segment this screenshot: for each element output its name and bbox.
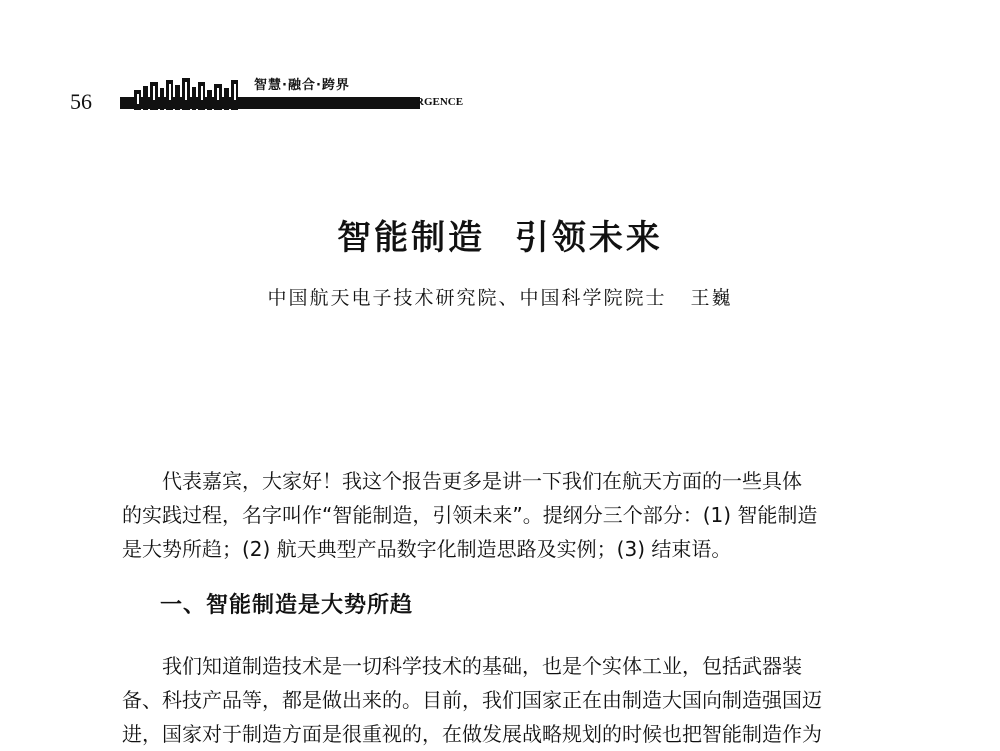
intro-paragraph	[122, 464, 872, 566]
paragraph-line: 进，国家对于制造方面是很重视的，在做发展战略规划的时候也把智能制造作为	[122, 722, 822, 746]
banner-slogan: 智慧·融合·跨界	[254, 78, 350, 93]
books-icon	[134, 76, 244, 110]
paragraph-line: 我们知道制造技术是一切科学技术的基础，也是个实体工业，包括武器装	[162, 654, 802, 678]
section-paragraph	[122, 649, 872, 751]
page-number: 56	[70, 89, 92, 114]
paragraph-line: 的实践过程，名字叫作“智能制造，引领未来”。提纲分三个部分：(1) 智能制造	[122, 503, 818, 527]
header-banner	[120, 74, 500, 114]
paragraph-line: 备、科技产品等，都是做出来的。目前，我们国家正在由制造大国向制造强国迈	[122, 688, 822, 712]
author-line: 中国航天电子技术研究院、中国科学院院士 王巍	[267, 287, 733, 309]
paragraph-line: 代表嘉宾，大家好！我这个报告更多是讲一下我们在航天方面的一些具体	[162, 469, 802, 493]
banner-english-text: RGENCE	[416, 96, 464, 108]
paragraph-line: 是大势所趋；(2) 航天典型产品数字化制造思路及实例；(3) 结束语。	[122, 537, 732, 561]
article-title: 智能制造 引领未来	[337, 218, 663, 258]
section-heading: 一、智能制造是大势所趋	[160, 593, 414, 618]
